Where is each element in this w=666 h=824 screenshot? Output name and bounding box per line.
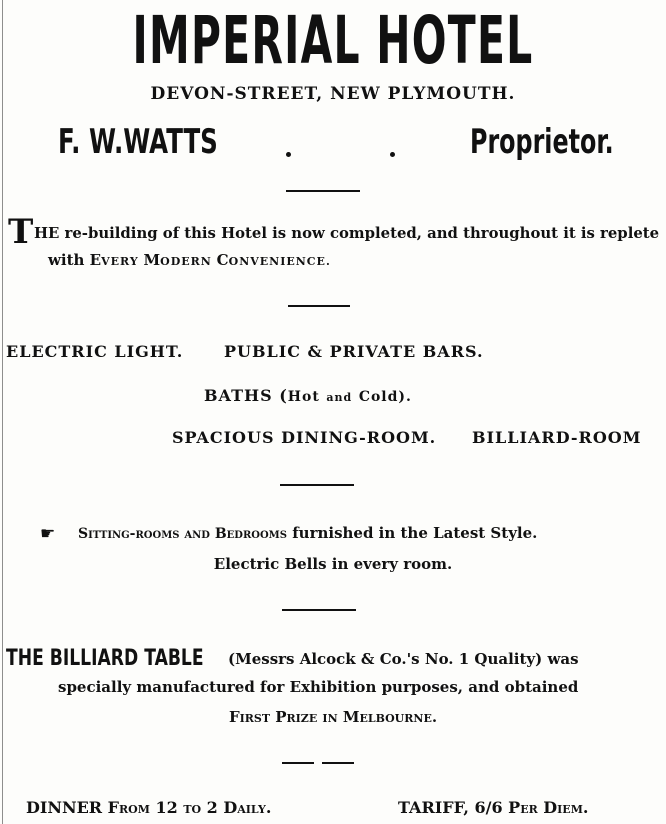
dinner-hours: DINNER From 12 to 2 Daily. xyxy=(26,798,272,817)
baths-lead: BATHS ( xyxy=(204,386,288,405)
feature-bars: PUBLIC & PRIVATE BARS. xyxy=(224,342,484,361)
divider-rule xyxy=(282,762,314,764)
drop-cap: T xyxy=(8,212,34,252)
billiard-heading: THE BILLIARD TABLE xyxy=(6,646,204,671)
tariff: TARIFF, 6/6 Per Diem. xyxy=(398,798,589,817)
pointing-hand-icon: ☛ xyxy=(40,524,56,544)
left-border xyxy=(2,0,3,824)
hotel-title: IMPERIAL HOTEL xyxy=(132,2,534,79)
sc-cap: E xyxy=(89,251,102,269)
baths-and: and xyxy=(326,391,353,404)
divider-rule xyxy=(322,762,354,764)
sc-cap: C xyxy=(216,251,229,269)
electric-bells-line: Electric Bells in every room. xyxy=(213,555,453,573)
divider-rule xyxy=(288,305,350,307)
rooms-line xyxy=(78,524,537,542)
proprietor-label: Proprietor. xyxy=(470,122,614,162)
feature-billiard-room: BILLIARD-ROOM xyxy=(472,428,642,447)
divider-rule xyxy=(280,484,354,486)
sc-cap: M xyxy=(143,251,161,269)
hotel-address: DEVON-STREET, NEW PLYMOUTH. xyxy=(150,84,516,104)
intro-line-1: HE re-building of this Hotel is now completed, and throughout it is replete xyxy=(34,224,660,242)
proprietor-name: F. W.WATTS xyxy=(58,122,218,162)
divider-rule xyxy=(286,190,360,192)
divider-rule xyxy=(282,609,356,611)
billiard-line-2: specially manufactured for Exhibition purposes, and obtained xyxy=(58,678,579,696)
feature-baths xyxy=(204,386,412,405)
baths-hot: Hot xyxy=(287,389,320,405)
separator-dot xyxy=(390,152,395,157)
sc-rest: ONVENIENCE. xyxy=(228,255,331,268)
first-prize-line: First Prize in Melbourne. xyxy=(228,708,438,726)
rooms-rest: furnished in the Latest Style. xyxy=(286,524,538,542)
sc-rest: ODERN xyxy=(160,255,217,268)
intro-line-2-lead: with xyxy=(48,251,90,269)
billiard-details: (Messrs Alcock & Co.'s No. 1 Quality) was xyxy=(228,650,579,668)
feature-dining-room: SPACIOUS DINING-ROOM. xyxy=(172,428,437,447)
separator-dot xyxy=(286,152,291,157)
baths-cold: Cold). xyxy=(358,389,412,405)
rooms-sc: Sitting-rooms and Bedrooms xyxy=(78,526,287,542)
sc-rest: VERY xyxy=(101,255,144,268)
feature-electric-light: ELECTRIC LIGHT. xyxy=(6,342,184,361)
intro-line-2 xyxy=(48,251,331,269)
